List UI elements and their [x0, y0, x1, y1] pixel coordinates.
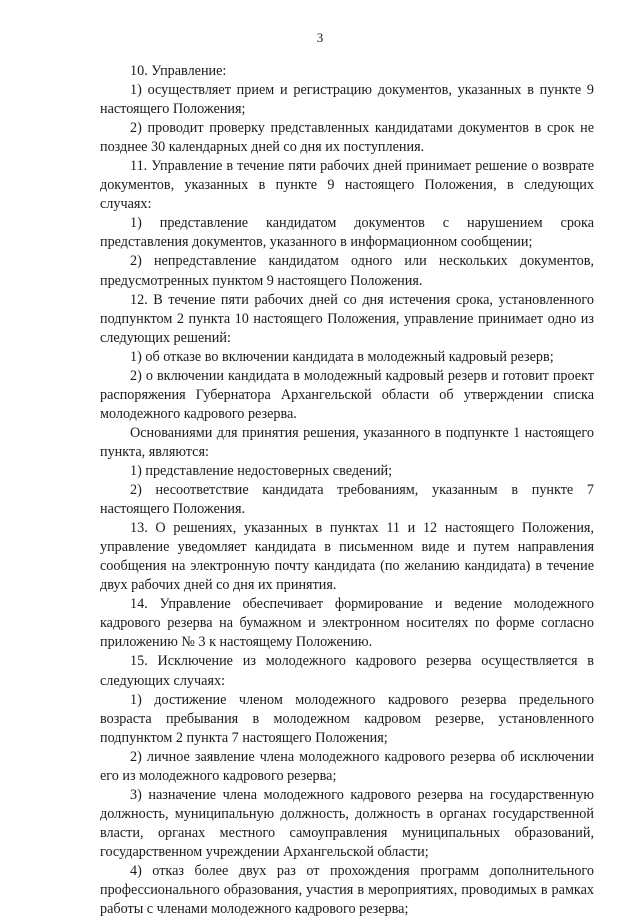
- document-body: [100, 62, 594, 919]
- paragraph: Основаниями для принятия решения, указанного в подпункте 1 настоящего пункта, являются:: [100, 424, 594, 460]
- paragraph: 12. В течение пяти рабочих дней со дня истечения срока, установленного подпунктом 2 пункта 10 настоящего Положения, управление принимает одно из следующих решений:: [100, 291, 594, 346]
- paragraph: 4) отказ более двух раз от прохождения программ дополнительного профессионального образования, участия в мероприятиях, проводимых в рамках работы с членами молодежного кадрового резерва;: [100, 862, 594, 918]
- paragraph: 1) достижение членом молодежного кадрового резерва предельного возраста пребывания в молодежном кадровом резерве, установленного подпунктом 2 пункта 7 настоящего Положения;: [100, 691, 594, 746]
- paragraph: 1) об отказе во включении кандидата в молодежный кадровый резерв;: [130, 348, 554, 365]
- paragraph: 2) личное заявление члена молодежного кадрового резерва об исключении его из молодежного кадрового резерва;: [100, 748, 594, 784]
- paragraph: 1) представление недостоверных сведений;: [130, 462, 393, 479]
- paragraph: 15. Исключение из молодежного кадрового резерва осуществляется в следующих случаях:: [100, 653, 594, 689]
- paragraph: 2) о включении кандидата в молодежный кадровый резерв и готовит проект распоряжения Губернатора Архангельской области об утверждении списка молодежного кадрового резерва.: [100, 367, 594, 422]
- paragraph: 2) несоответствие кандидата требованиям, указанным в пункте 7 настоящего Положения.: [100, 482, 594, 518]
- paragraph: 1) представление кандидатом документов с нарушением срока представления документов, указанного в информационном сообщении;: [100, 215, 594, 251]
- paragraph: 2) проводит проверку представленных кандидатами документов в срок не позднее 30 календарных дней со дня их поступления.: [100, 120, 594, 156]
- paragraph: 1) осуществляет прием и регистрацию документов, указанных в пункте 9 настоящего Положения;: [100, 82, 594, 118]
- page-number: 3: [316, 30, 324, 45]
- paragraph: 3) назначение члена молодежного кадрового резерва на государственную должность, муниципальную должность, должность в органах государственной власти, органах местного самоуправления муниципальных образований, государственном учреждении Архангельской области;: [100, 786, 594, 860]
- paragraph: 13. О решениях, указанных в пунктах 11 и 12 настоящего Положения, управление уведомляет кандидата в письменном виде и путем направления сообщения на электронную почту кандидата (по желанию кандидата) в течение двух рабочих дней со дня их принятия.: [100, 520, 594, 594]
- paragraph: 11. Управление в течение пяти рабочих дней принимает решение о возврате документов, указанных в пункте 9 настоящего Положения, в следующих случаях:: [100, 158, 594, 213]
- paragraph: 2) непредставление кандидатом одного или нескольких документов, предусмотренных пунктом 9 настоящего Положения.: [100, 253, 594, 289]
- paragraph: 10. Управление:: [130, 63, 227, 79]
- paragraph: 14. Управление обеспечивает формирование и ведение молодежного кадрового резерва на бумажном и электронном носителях по форме согласно приложению № 3 к настоящему Положению.: [100, 596, 594, 651]
